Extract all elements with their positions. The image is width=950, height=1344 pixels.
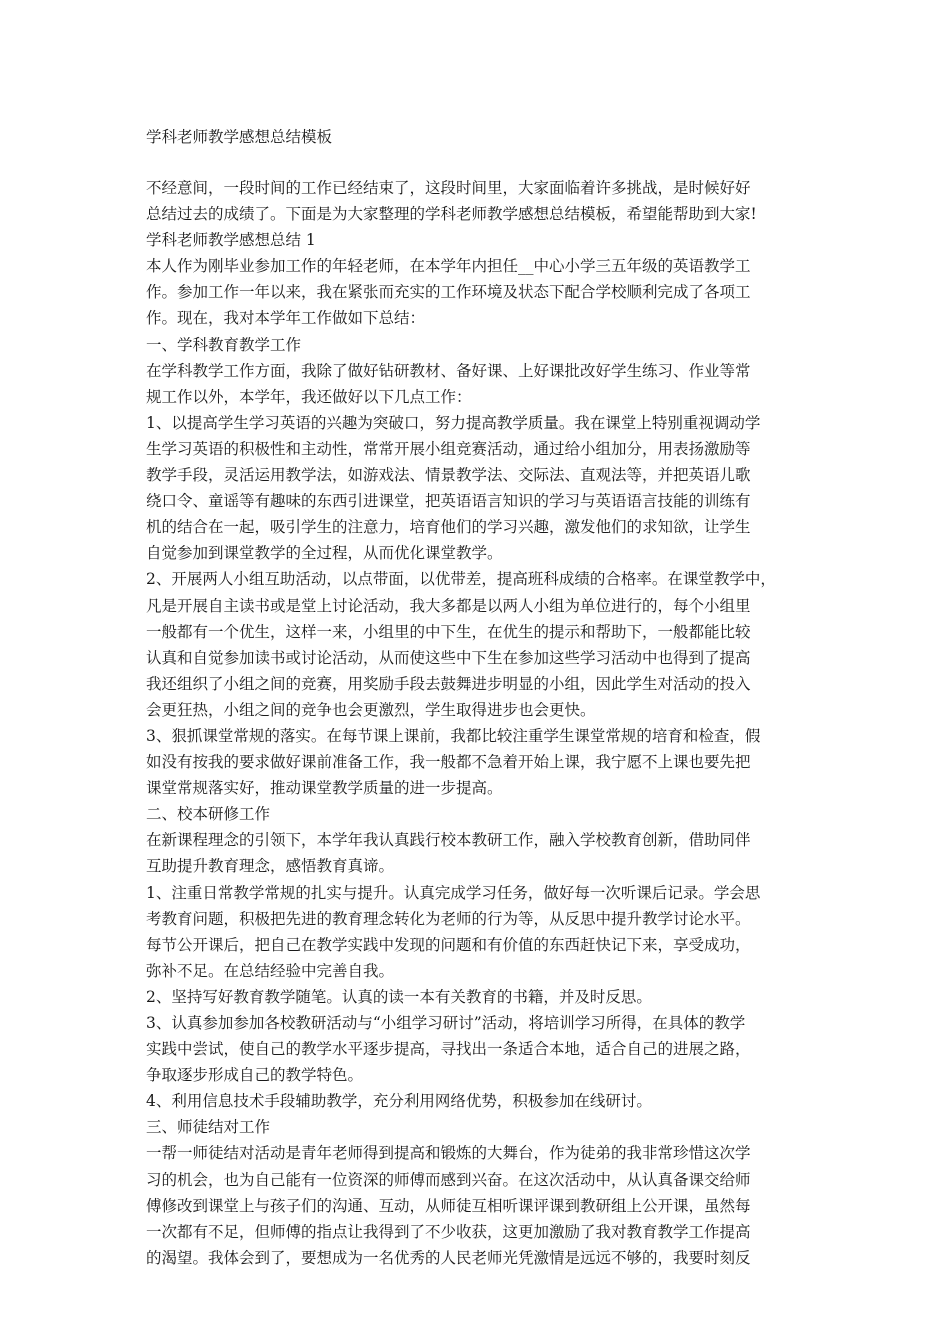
text-line: 学科老师教学感想总结 1 bbox=[146, 231, 316, 250]
text-line: 一般都有一个优生，这样一来，小组里的中下生，在优生的提示和帮助下，一般都能比较 bbox=[146, 622, 751, 641]
text-line: 1、以提高学生学习英语的兴趣为突破口，努力提高教学质量。我在课堂上特别重视调动学 bbox=[146, 413, 761, 432]
text-line: 规工作以外，本学年，我还做好以下几点工作： bbox=[146, 387, 472, 406]
text-line: 认真和自觉参加读书或讨论活动，从而使这些中下生在参加这些学习活动中也得到了提高 bbox=[146, 648, 751, 667]
text-line: 弥补不足。在总结经验中完善自我。 bbox=[146, 961, 395, 980]
text-line: 习的机会，也为自己能有一位资深的师傅而感到兴奋。在这次活动中，从认真备课交给师 bbox=[146, 1170, 751, 1189]
text-line: 1、注重日常教学常规的扎实与提升。认真完成学习任务，做好每一次听课后记录。学会思 bbox=[146, 883, 761, 902]
text-line: 3、认真参加参加各校教研活动与“小组学习研讨”活动，将培训学习所得，在具体的教学 bbox=[146, 1014, 746, 1032]
text-line: 互助提升教育理念，感悟教育真谛。 bbox=[146, 857, 395, 876]
text-line: 自觉参加到课堂教学的全过程，从而优化课堂教学。 bbox=[146, 544, 503, 563]
document-body bbox=[146, 175, 816, 1271]
text-line: 教学手段，灵活运用教学法，如游戏法、情景教学法、交际法、直观法等，并把英语儿歌 bbox=[146, 466, 751, 485]
text-line: 生学习英语的积极性和主动性，常常开展小组竞赛活动，通过给小组加分，用表扬激励等 bbox=[146, 439, 751, 458]
text-line: 绕口令、童谣等有趣味的东西引进课堂，把英语语言知识的学习与英语语言技能的训练有 bbox=[146, 492, 751, 511]
text-line: 课堂常规落实好，推动课堂教学质量的进一步提高。 bbox=[146, 779, 503, 798]
text-line: 机的结合在一起，吸引学生的注意力，培育他们的学习兴趣，激发他们的求知欲，让学生 bbox=[146, 518, 751, 537]
text-line: 每节公开课后，把自己在教学实践中发现的问题和有价值的东西赶快记下来，享受成功， bbox=[146, 935, 751, 954]
text-line: 2、坚持写好教育教学随笔。认真的读一本有关教育的书籍，并及时反思。 bbox=[146, 987, 652, 1006]
text-line: 在新课程理念的引领下，本学年我认真践行校本教研工作，融入学校教育创新，借助同伴 bbox=[146, 831, 751, 850]
text-line: 我还组织了小组之间的竞赛，用奖励手段去鼓舞进步明显的小组，因此学生对活动的投入 bbox=[146, 674, 751, 693]
text-line: 争取逐步形成自己的教学特色。 bbox=[146, 1066, 364, 1085]
text-line: 总结过去的成绩了。下面是为大家整理的学科老师教学感想总结模板，希望能帮助到大家! bbox=[146, 205, 757, 224]
text-line: 作。参加工作一年以来，我在紧张而充实的工作环境及状态下配合学校顺利完成了各项工 bbox=[146, 283, 751, 302]
text-line: 2、开展两人小组互助活动，以点带面，以优带差，提高班科成绩的合格率。在课堂教学中， bbox=[146, 570, 776, 589]
text-line: 一帮一师徒结对活动是青年老师得到提高和锻炼的大舞台，作为徒弟的我非常珍惜这次学 bbox=[146, 1144, 751, 1163]
text-line: 会更狂热，小组之间的竞争也会更激烈，学生取得进步也会更快。 bbox=[146, 700, 596, 719]
text-line: 二、校本研修工作 bbox=[146, 805, 271, 824]
text-line: 4、利用信息技术手段辅助教学，充分利用网络优势，积极参加在线研讨。 bbox=[146, 1092, 652, 1111]
text-line: 实践中尝试，使自己的教学水平逐步提高，寻找出一条适合本地，适合自己的进展之路， bbox=[146, 1040, 751, 1059]
text-line: 本人作为刚毕业参加工作的年轻老师，在本学年内担任__中心小学三五年级的英语教学工 bbox=[146, 257, 751, 276]
text-line: 不经意间，一段时间的工作已经结束了，这段时间里，大家面临着许多挑战，是时候好好 bbox=[146, 179, 751, 197]
text-line: 三、师徒结对工作 bbox=[146, 1118, 271, 1137]
text-line: 如没有按我的要求做好课前准备工作，我一般都不急着开始上课，我宁愿不上课也要先把 bbox=[146, 753, 751, 772]
text-line: 3、狠抓课堂常规的落实。在每节课上课前，我都比较注重学生课堂常规的培育和检查，假 bbox=[146, 726, 761, 745]
text-line: 考教育问题，积极把先进的教育理念转化为老师的行为等，从反思中提升教学讨论水平。 bbox=[146, 909, 751, 928]
document-title: 学科老师教学感想总结模板 bbox=[146, 128, 333, 146]
text-line: 凡是开展自主读书或是堂上讨论活动，我大多都是以两人小组为单位进行的，每个小组里 bbox=[146, 596, 751, 615]
text-line: 一次都有不足，但师傅的指点让我得到了不少收获，这更加激励了我对教育教学工作提高 bbox=[146, 1222, 751, 1241]
text-line: 作。现在，我对本学年工作做如下总结： bbox=[146, 309, 426, 328]
text-line: 傅修改到课堂上与孩子们的沟通、互动，从师徒互相听课评课到教研组上公开课，虽然每 bbox=[146, 1196, 751, 1215]
text-line: 在学科教学工作方面，我除了做好钻研教材、备好课、上好课批改好学生练习、作业等常 bbox=[146, 361, 751, 380]
text-line: 的渴望。我体会到了，要想成为一名优秀的人民老师光凭激情是远远不够的，我要时刻反 bbox=[146, 1248, 751, 1267]
text-line: 一、学科教育教学工作 bbox=[146, 335, 302, 354]
